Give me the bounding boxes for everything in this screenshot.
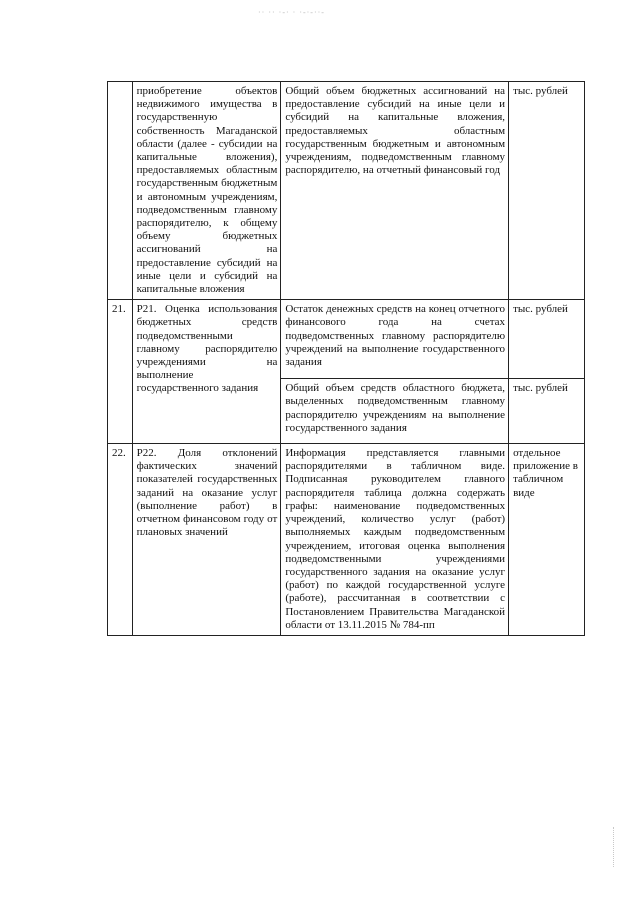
- indicator-name: приобретение объектов недвижимого имущества в государственную собственность Магаданской области (далее - субсидии на капитальные вложения), предоставляемых областным государственным бюджетным и автономным учреждениям, подведомственным главному распорядителю, к общему объему бюджетных ассигнований на предоставление субсидий на иные цели и субсидий на капитальные вложения: [132, 82, 281, 300]
- indicator-description: Общий объем бюджетных ассигнований на предоставление субсидий на иные цели и субсидий на капитальные вложения, предоставляемых областным государственным бюджетным и автономным учреждениям, подведомственным главному распорядителю, на отчетный финансовый год: [281, 82, 509, 300]
- row-number: 21.: [108, 300, 133, 444]
- scan-edge-marks: [613, 827, 616, 867]
- indicators-table: [107, 81, 585, 636]
- indicator-name: Р21. Оценка использования бюджетных средств подведомственными главному распорядителю учреждениями на выполнение государственного задания: [132, 300, 281, 444]
- table-row: [108, 82, 585, 300]
- table-row: [108, 444, 585, 636]
- unit-cell: тыс. рублей: [509, 300, 585, 379]
- unit-cell-2: тыс. рублей: [509, 379, 585, 444]
- table-row: [108, 300, 585, 379]
- unit-cell: отдельное приложение в табличном виде: [509, 444, 585, 636]
- indicator-name: Р22. Доля отклонений фактических значений показателей государственных заданий на оказание услуг (выполнение работ) в отчетном финансовом году от плановых значений: [132, 444, 281, 636]
- row-number: 22.: [108, 444, 133, 636]
- indicator-description-2: Общий объем средств областного бюджета, выделенных подведомственным главному распорядителю учреждениям на выполнение государственного задания: [281, 379, 509, 444]
- indicator-description: Информация представляется главными распорядителями в табличном виде. Подписанная руководителем главного распорядителя таблица должна содержать графы: наименование подведомственных учреждений, количество услуг (работ) выполняемых каждым подведомственным учреждением, итоговая оценка выполнения подведомственными учреждениями государственного задания на оказание услуг (работ) по каждой государственной услуге (работе), рассчитанная в соответствии с Постановлением Правительства Магаданской области от 13.11.2015 № 784-пп: [281, 444, 509, 636]
- indicator-description: Остаток денежных средств на конец отчетного финансового года на счетах подведомственных главному распорядителю учреждений на выполнение государственного задания: [281, 300, 509, 379]
- row-number: [108, 82, 133, 300]
- header-scan-mark: ·· ·· ·‐· · ·‐·‐··‐: [258, 8, 325, 17]
- unit-cell: тыс. рублей: [509, 82, 585, 300]
